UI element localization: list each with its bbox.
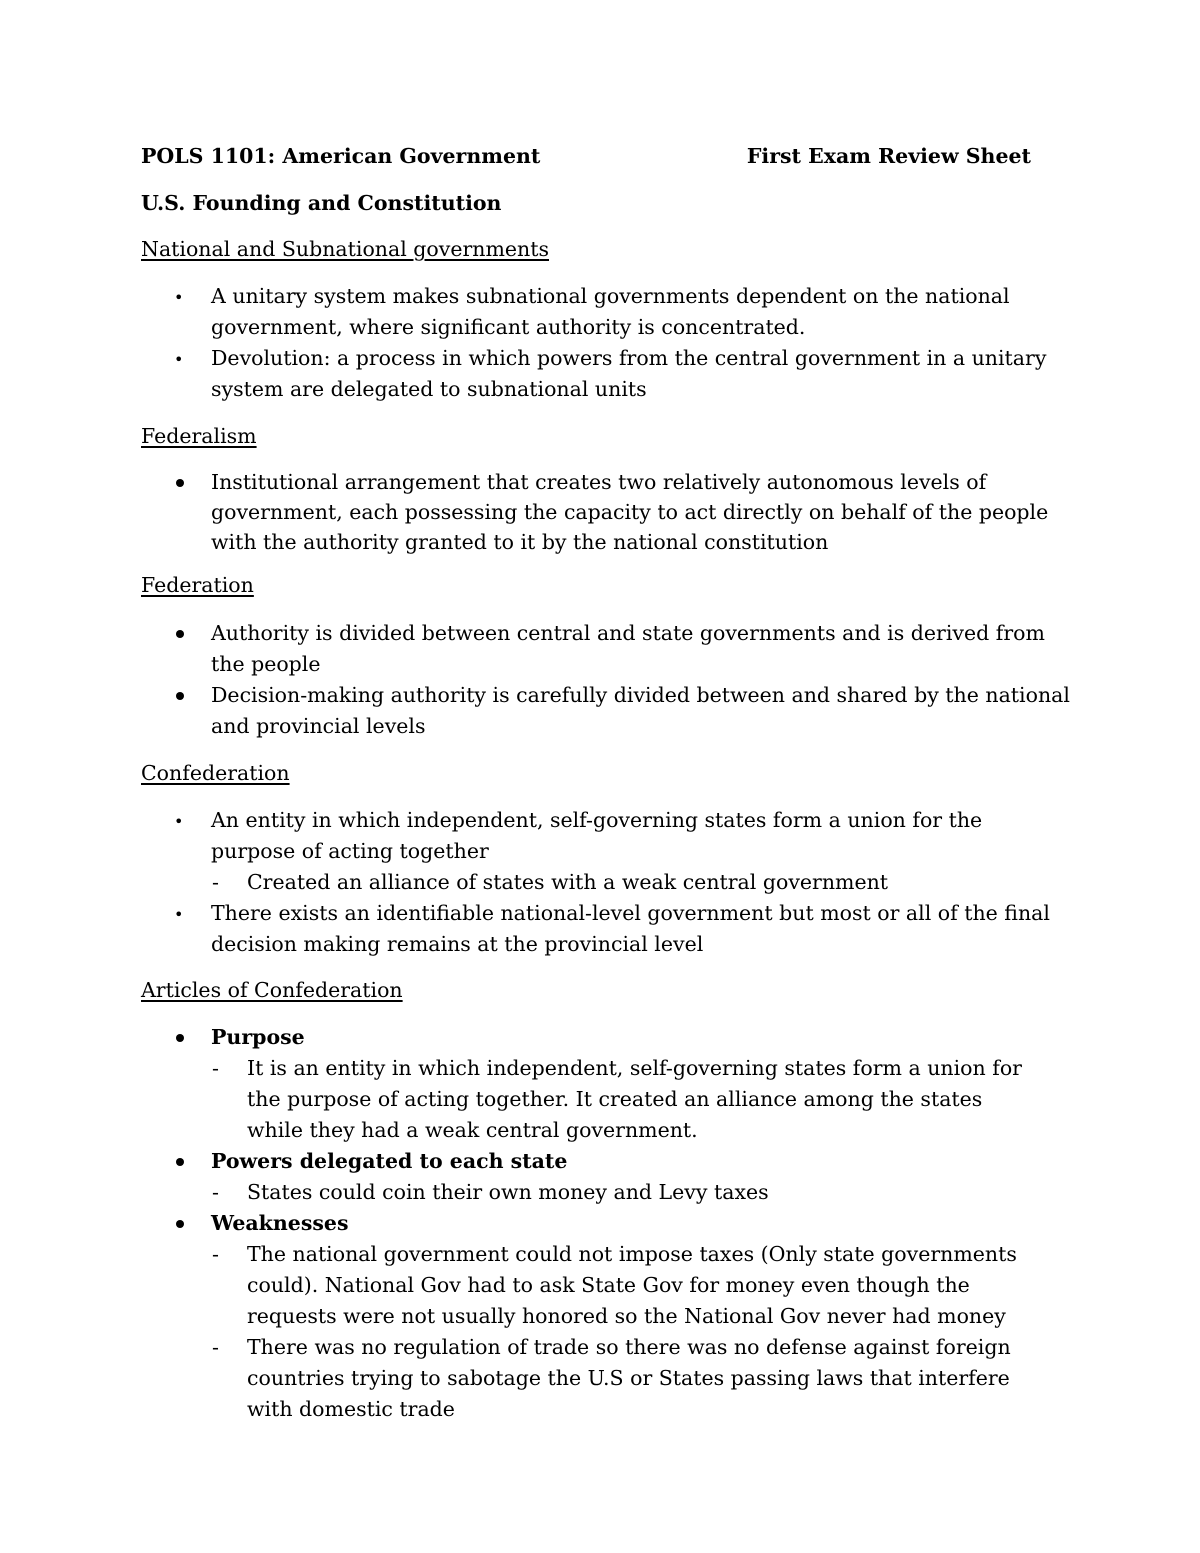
weakness-item: There was no regulation of trade so there was no defense against foreign countries trying to sabotage the U.S or States passing laws that interfere with domestic trade xyxy=(247,1335,1011,1421)
bullet-icon: • xyxy=(174,350,184,369)
sheet-title: First Exam Review Sheet xyxy=(746,144,1031,168)
dash-icon: - xyxy=(212,1180,219,1204)
list-item: Institutional arrangement that creates two relatively autonomous levels of government, each possessing the capacity to act directly on behalf of the people with the authority granted to it by the national constitution xyxy=(211,470,1049,554)
powers-text: States could coin their own money and Levy taxes xyxy=(247,1180,769,1204)
bullet-icon: • xyxy=(174,905,184,924)
list-item: There exists an identifiable national-level government but most or all of the final decision making remains at the provincial level xyxy=(211,901,1050,956)
powers-label: Powers delegated to each state xyxy=(211,1149,568,1173)
document-header xyxy=(141,141,1031,172)
dash-icon: - xyxy=(212,1056,219,1080)
purpose-text: It is an entity in which independent, self-governing states form a union for the purpose of acting together. It created an alliance among the states while they had a weak central government. xyxy=(247,1056,1022,1142)
purpose-label: Purpose xyxy=(211,1025,305,1049)
heading-national-subnational: National and Subnational governments xyxy=(141,237,549,261)
dash-icon: - xyxy=(212,1335,219,1359)
heading-federalism: Federalism xyxy=(141,424,257,448)
list-item: Decision-making authority is carefully divided between and shared by the national and provincial levels xyxy=(211,683,1070,738)
list-item: A unitary system makes subnational governments dependent on the national government, where significant authority is concentrated. xyxy=(211,284,1010,339)
course-title: POLS 1101: American Government xyxy=(141,144,541,168)
list-item: An entity in which independent, self-governing states form a union for the purpose of acting together xyxy=(211,808,983,863)
bullet-icon: • xyxy=(174,288,184,307)
weaknesses-label: Weaknesses xyxy=(211,1211,349,1235)
heading-articles: Articles of Confederation xyxy=(141,978,403,1002)
section-title: U.S. Founding and Constitution xyxy=(141,191,502,215)
heading-federation: Federation xyxy=(141,573,254,597)
dash-icon: - xyxy=(212,1242,219,1266)
bullet-icon: • xyxy=(174,812,184,831)
dash-icon: - xyxy=(212,870,219,894)
list-item: Authority is divided between central and state governments and is derived from the people xyxy=(211,621,1045,676)
heading-confederation: Confederation xyxy=(141,761,290,785)
weakness-item: The national government could not impose taxes (Only state governments could). National Gov had to ask State Gov for money even though the requests were not usually honored so the National Gov never had money xyxy=(247,1242,1017,1328)
sub-list-item: Created an alliance of states with a weak central government xyxy=(247,870,889,894)
list-item: Devolution: a process in which powers from the central government in a unitary system are delegated to subnational units xyxy=(211,346,1047,401)
